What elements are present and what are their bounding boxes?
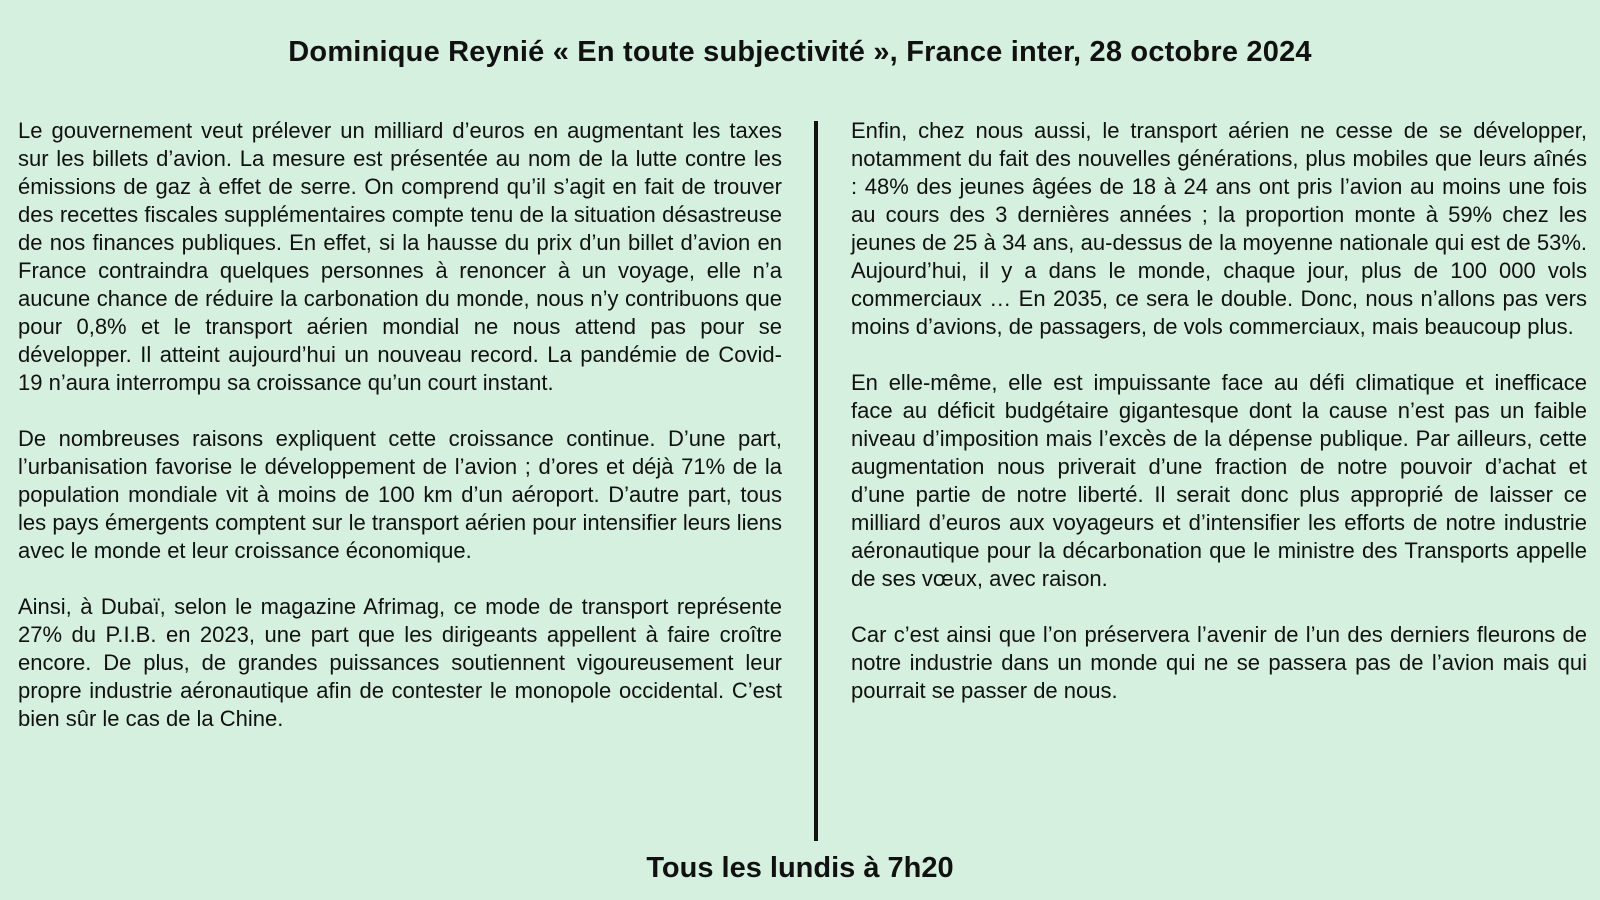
left-paragraph-3: Ainsi, à Dubaï, selon le magazine Afrimag, ce mode de transport représente 27% du P.I.B. en 2023, une part que les dirigeants appellent à faire croître encore. De plus, de grandes puissances soutiennent vigoureusement leur propre industrie aéronautique afin de contester le monopole occidental. C’est bien sûr le cas de la Chine. bbox=[18, 594, 782, 731]
left-paragraph-2: De nombreuses raisons expliquent cette croissance continue. D’une part, l’urbanisation favorise le développement de l’avion ; d’ores et déjà 71% de la population mondiale vit à moins de 100 km d’un aéroport. D’autre part, tous les pays émergents comptent sur le transport aérien pour intensifier leurs liens avec le monde et leur croissance économique. bbox=[18, 426, 782, 563]
right-paragraph-1: Enfin, chez nous aussi, le transport aérien ne cesse de se développer, notamment du fait des nouvelles générations, plus mobiles que leurs aînés : 48% des jeunes âgées de 18 à 24 ans ont pris l’avion au moins une fois au cours des 3 dernières années ; la proportion monte à 59% chez les jeunes de 25 à 34 ans, au-dessus de la moyenne nationale qui est de 53%. Aujourd’hui, il y a dans le monde, chaque jour, plus de 100 000 vols commerciaux … En 2035, ce sera le double. Donc, nous n’allons pas vers moins d’avions, de passagers, de vols commerciaux, mais beaucoup plus. bbox=[851, 118, 1587, 339]
right-paragraph-2: En elle-même, elle est impuissante face au défi climatique et inefficace face au déficit budgétaire gigantesque dont la cause n’est pas un faible niveau d’imposition mais l’excès de la dépense publique. Par ailleurs, cette augmentation nous priverait d’une fraction de notre pouvoir d’achat et d’une partie de notre liberté. Il serait donc plus approprié de laisser ce milliard d’euros aux voyageurs et d’intensifier les efforts de notre industrie aéronautique pour la décarbonation que le ministre des Transports appelle de ses vœux, avec raison. bbox=[851, 370, 1587, 591]
right-column bbox=[851, 117, 1587, 733]
left-paragraph-1: Le gouvernement veut prélever un milliard d’euros en augmentant les taxes sur les billets d’avion. La mesure est présentée au nom de la lutte contre les émissions de gaz à effet de serre. On comprend qu’il s’agit en fait de trouver des recettes fiscales supplémentaires compte tenu de la situation désastreuse de nos finances publiques. En effet, si la hausse du prix d’un billet d’avion en France contraindra quelques personnes à renoncer à un voyage, elle n’a aucune chance de réduire la carbonation du monde, nous n’y contribuons que pour 0,8% et le transport aérien mondial ne nous attend pas pour se développer. Il atteint aujourd’hui un nouveau record. La pandémie de Covid-19 n’aura interrompu sa croissance qu’un court instant. bbox=[18, 118, 782, 395]
page-title: Dominique Reynié « En toute subjectivité », France inter, 28 octobre 2024 bbox=[288, 36, 1312, 68]
column-divider bbox=[814, 121, 818, 841]
right-paragraph-3: Car c’est ainsi que l’on préservera l’avenir de l’un des derniers fleurons de notre industrie dans un monde qui ne se passera pas de l’avion mais qui pourrait se passer de nous. bbox=[851, 622, 1587, 703]
left-column bbox=[18, 117, 782, 761]
footer-schedule: Tous les lundis à 7h20 bbox=[646, 852, 954, 884]
